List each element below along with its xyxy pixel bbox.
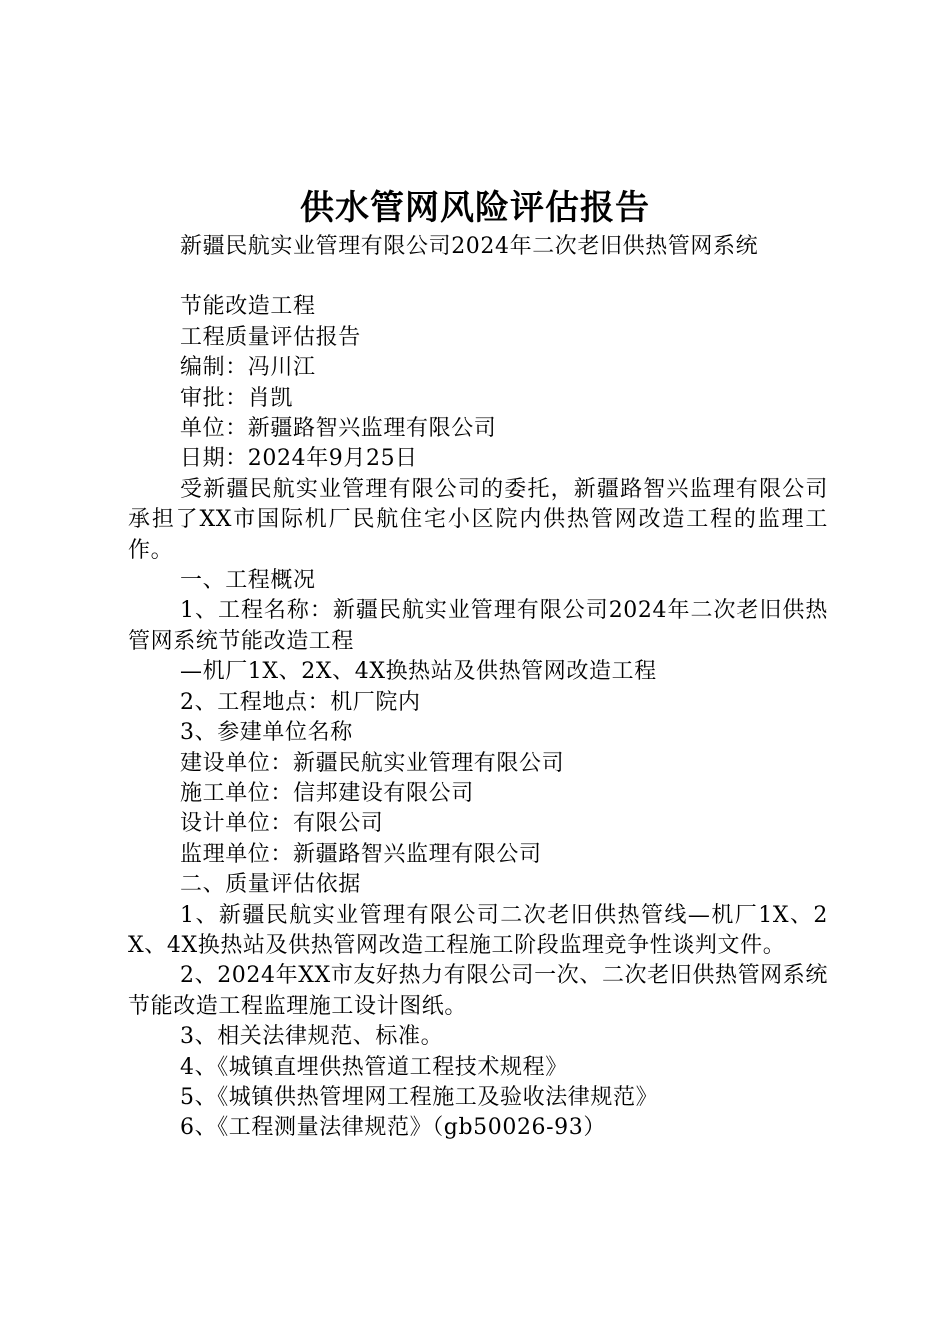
project-location-item: 2、工程地点：机厂院内	[180, 689, 421, 715]
project-name-continued: 节能改造工程	[180, 294, 316, 320]
participants-heading: 3、参建单位名称	[180, 720, 353, 746]
project-subtitle-item: —机厂1X、2X、4X换热站及供热管网改造工程	[180, 659, 657, 685]
basis-item-3: 3、相关法律规范、标准。	[180, 1024, 444, 1050]
supervision-unit: 监理单位：新疆路智兴监理有限公司	[180, 841, 542, 867]
project-name-item: 1、工程名称：新疆民航实业管理有限公司2024年二次老旧供热管网系统节能改造工程	[128, 598, 828, 654]
date-line: 日期：2024年9月25日	[180, 446, 418, 472]
project-name-line: 新疆民航实业管理有限公司2024年二次老旧供热管网系统	[180, 234, 759, 259]
basis-item-2: 2、2024年XX市友好热力有限公司一次、二次老旧供热管网系统节能改造工程监理施工设计图纸。	[128, 963, 828, 1019]
construction-unit: 施工单位：信邦建设有限公司	[180, 780, 474, 806]
section-heading-basis: 二、质量评估依据	[180, 872, 361, 898]
organization-line: 单位：新疆路智兴监理有限公司	[180, 416, 497, 442]
document-title: 供水管网风险评估报告	[300, 188, 650, 228]
approver-line: 审批：肖凯	[180, 385, 294, 411]
design-unit: 设计单位：有限公司	[180, 811, 384, 837]
basis-item-1: 1、新疆民航实业管理有限公司二次老旧供热管线—机厂1X、2X、4X换热站及供热管网改造工程施工阶段监理竞争性谈判文件。	[128, 902, 828, 958]
intro-paragraph: 受新疆民航实业管理有限公司的委托，新疆路智兴监理有限公司承担了XX市国际机厂民航住宅小区院内供热管网改造工程的监理工作。	[128, 476, 828, 563]
basis-item-6: 6、《工程测量法律规范》（gb50026-93）	[180, 1115, 606, 1141]
basis-item-4: 4、《城镇直埋供热管道工程技术规程》	[180, 1054, 568, 1080]
spacer	[128, 262, 828, 292]
report-type: 工程质量评估报告	[180, 324, 361, 350]
author-line: 编制：冯川江	[180, 355, 316, 381]
basis-item-5: 5、《城镇供热管埋网工程施工及验收法律规范》	[180, 1084, 659, 1110]
section-heading-overview: 一、工程概况	[180, 568, 316, 594]
document-body	[128, 232, 828, 1144]
builder-unit: 建设单位：新疆民航实业管理有限公司	[180, 750, 565, 776]
